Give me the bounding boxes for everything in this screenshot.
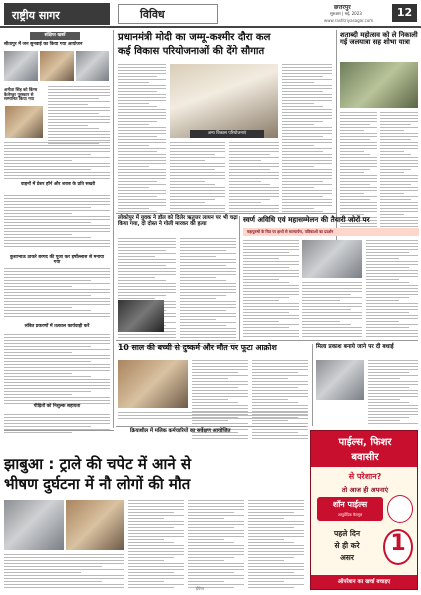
ad-promise-line1: पहले दिन <box>333 529 361 538</box>
story2-body-a <box>243 240 299 339</box>
portrait-photo <box>5 106 43 138</box>
page-number: 12 <box>392 4 417 22</box>
lead-body-col1 <box>118 64 166 214</box>
brief1-title: सीतापुर में जन सुनवाई का किया गया आयोजन <box>4 42 83 47</box>
date-line: सुरुआर | मई, 2023 <box>330 11 362 16</box>
story1-photo <box>118 300 164 332</box>
bottom-headline-line2: भीषण दुर्घटना में नौ लोगों की मौत <box>4 475 191 493</box>
brief6-body <box>4 414 110 435</box>
right-headline: शताब्दी महोत्सव को ले निकाली गई जलयात्रा सह शोभा यात्रा <box>340 31 418 47</box>
story3-body-c <box>118 412 308 421</box>
footer-marker: ईपेपर <box>196 586 205 591</box>
story1-body-b <box>180 238 236 349</box>
story5-rule <box>116 426 306 427</box>
ad-product-name: शॉन पाईल्स <box>332 500 368 509</box>
story2-body-c <box>366 240 418 339</box>
section-name-box <box>118 4 218 24</box>
ad-title-line2: बवासीर <box>351 452 379 463</box>
ad-product-sub: आयुर्वेदिक कैप्सूल <box>337 512 363 517</box>
bottom-body-b <box>128 500 184 590</box>
brief3-body <box>4 195 110 249</box>
ad-promise-line3: असर <box>340 553 354 562</box>
story3-headline: 10 साल की बच्ची से दुष्कर्म और मौत पर फूटा आक्रोश <box>118 343 277 352</box>
paper-name: राष्ट्रीय सागर <box>12 9 60 22</box>
right-column-rule <box>336 30 337 244</box>
bottom-body-a <box>4 554 124 590</box>
story2-photo <box>302 240 362 278</box>
ad-tagline: तो आज ही अपनाएं <box>341 486 389 494</box>
brief1-photo <box>4 51 38 81</box>
brief4-title: कुशाभाऊ ठाकरे बरगद की पूजा कर हर्षोल्लास से मनाया गया <box>10 255 104 266</box>
lead-headline-line1: प्रधानमंत्री मोदी का जम्मू-कश्मीर दौरा कल <box>118 32 271 43</box>
lead-photo-caption: अन्य विकास परियोजनाएं <box>190 130 264 138</box>
lead-headline-line2: कई विकास परियोजनाओं की देंगे सौगात <box>118 46 265 57</box>
right-photo <box>340 62 418 108</box>
story5-headline: क्रियाशील में मलिक कर्मचारियों का सर्वेक्षण आयोजित <box>130 428 231 434</box>
brief2-photo <box>40 51 74 81</box>
ad-day-number: 1 <box>390 531 406 556</box>
brief2-title: अनीता सिंह को किंग्स कैलेण्डर पुरस्कार से सम्मानित किया गया <box>4 87 38 102</box>
ad-title-line1: पाईल्स, फिशर <box>338 437 392 448</box>
brief4-body <box>4 268 110 319</box>
masthead-bar <box>0 0 421 28</box>
capsule-pack-icon <box>387 495 413 523</box>
story3-photo <box>118 360 188 408</box>
story1-headline: लोकोपुर में युवक ने डॉल को दिलेर ऋतुत्तर लायन पर भी चढ़ा किया गया, दो दोस्त ने गोली मारकर की हत्या <box>118 215 238 227</box>
bottom-photo-1 <box>4 500 64 550</box>
left-kicker: संक्षिप्त खबरें <box>30 32 80 40</box>
ad-promise-line2: से ही करे <box>334 541 360 550</box>
website: www.rashtriyasagar.com <box>324 18 374 23</box>
bottom-body-c <box>188 500 244 590</box>
story2-headline: स्वर्ण अविधि एवं महासम्मेलन की तैयारी जोरों पर <box>243 215 370 224</box>
city-name: छत्तरपुर <box>334 4 351 11</box>
mid-second-rule <box>116 340 418 341</box>
story2-body-b <box>302 282 362 339</box>
brief2-body <box>48 86 110 146</box>
bottom-photo-2 <box>66 500 124 550</box>
story1-body-a <box>118 238 176 349</box>
brief5-title: लंबित प्रकरणों में तत्काल कार्यवाही करें <box>24 324 90 329</box>
story4-body <box>368 360 418 426</box>
story4-headline: मिला प्रकाश बनाये जाने पर दी बधाई <box>316 344 394 350</box>
bottom-body-d <box>248 500 304 590</box>
mid-column-rule <box>239 216 240 340</box>
bottom-headline-line1: झाबुआ : ट्राले की चपेट में आने से <box>4 455 192 473</box>
lead-photo-modi <box>170 64 278 138</box>
section-name: विविध <box>140 8 165 21</box>
lead-body-col4 <box>282 64 332 214</box>
brief5-body <box>4 334 110 406</box>
story2-sub: महापुरुषों के चित्र पर हाथों से माल्यार्पण, पत्रिकाओं का प्रदर्शन <box>243 228 419 236</box>
bottom-lead-rule <box>4 430 114 431</box>
brief3-photo <box>76 51 109 81</box>
ad-footer: ऑपरेशन का खर्चा बचाइए <box>311 575 417 589</box>
story4-rule <box>312 344 313 426</box>
lead-body-col2 <box>170 142 225 214</box>
story4-photo <box>316 360 364 400</box>
lead-body-col3 <box>229 142 279 214</box>
ad-box[interactable] <box>310 430 418 590</box>
ad-question: से परेशान? <box>348 472 382 481</box>
left-column-rule <box>113 30 114 428</box>
brief6-title: पीड़ितों को निशुल्क सहायता <box>33 404 81 409</box>
brief2-body-lower <box>4 142 110 181</box>
brief3-title: वाहनों में प्रेशर हॉर्न और शराब के प्रति सख्ती <box>20 182 96 187</box>
mid-top-rule <box>116 213 336 214</box>
